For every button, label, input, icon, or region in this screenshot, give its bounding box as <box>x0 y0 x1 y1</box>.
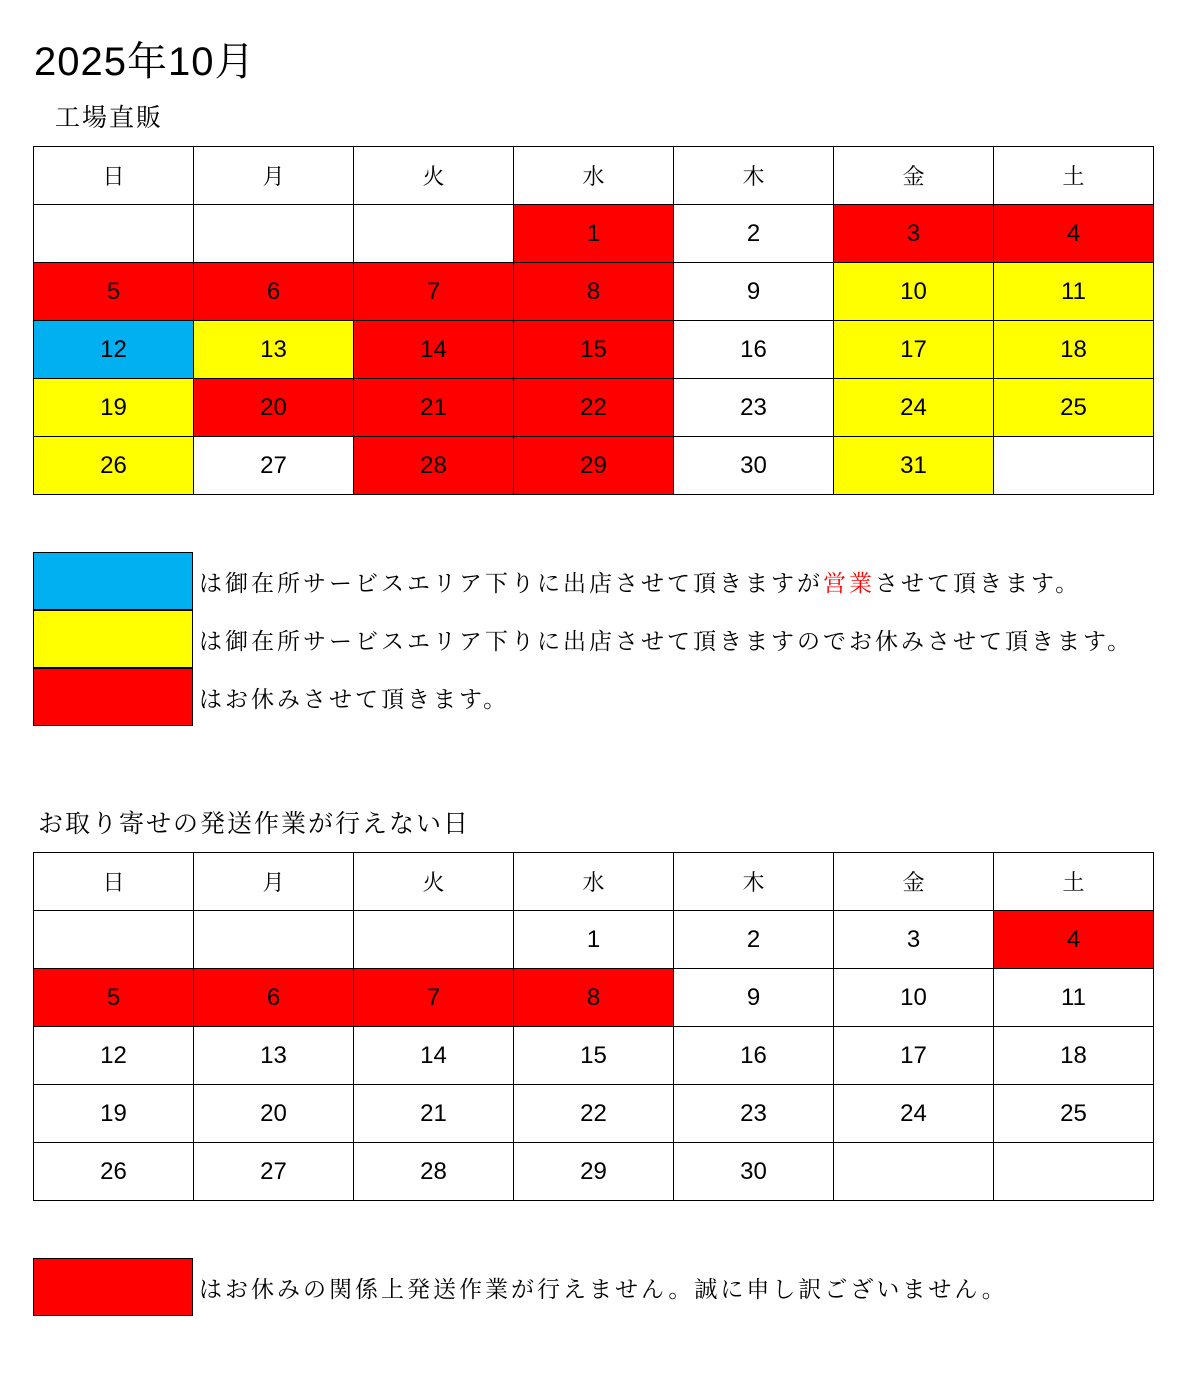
day-cell: 25 <box>994 379 1154 437</box>
day-cell: 8 <box>514 263 674 321</box>
day-cell: 22 <box>514 1085 674 1143</box>
weekday-header-cell: 火 <box>354 853 514 911</box>
shipping-weekday-header <box>34 853 1154 911</box>
weekday-header-cell: 月 <box>194 853 354 911</box>
empty-day-cell <box>354 911 514 969</box>
day-cell: 12 <box>34 1027 194 1085</box>
day-cell: 11 <box>994 263 1154 321</box>
shipping-legend-row-red <box>33 1258 1008 1316</box>
factory-week-row <box>34 437 1154 495</box>
factory-week-row <box>34 205 1154 263</box>
weekday-header-cell: 木 <box>674 147 834 205</box>
day-cell: 25 <box>994 1085 1154 1143</box>
day-cell: 4 <box>994 205 1154 263</box>
day-cell: 16 <box>674 1027 834 1085</box>
day-cell: 18 <box>994 1027 1154 1085</box>
legend-row-yellow <box>33 610 1133 668</box>
day-cell: 30 <box>674 437 834 495</box>
weekday-header-cell: 水 <box>514 147 674 205</box>
day-cell: 7 <box>354 969 514 1027</box>
shipping-week-row <box>34 1143 1154 1201</box>
shipping-week-row <box>34 1027 1154 1085</box>
legend-row-red <box>33 668 1133 726</box>
day-cell: 18 <box>994 321 1154 379</box>
day-cell: 15 <box>514 321 674 379</box>
shipping-legend-swatch-red <box>33 1258 193 1316</box>
day-cell: 3 <box>834 205 994 263</box>
day-cell: 22 <box>514 379 674 437</box>
day-cell: 21 <box>354 379 514 437</box>
day-cell: 17 <box>834 321 994 379</box>
weekday-header-cell: 土 <box>994 147 1154 205</box>
shipping-legend-text-red: はお休みの関係上発送作業が行えません。誠に申し訳ございません。 <box>199 1276 1008 1303</box>
factory-legend <box>33 552 1133 726</box>
day-cell: 31 <box>834 437 994 495</box>
weekday-header-cell: 木 <box>674 853 834 911</box>
shipping-section-label: お取り寄せの発送作業が行えない日 <box>38 809 471 838</box>
shipping-legend <box>33 1258 1008 1316</box>
factory-section-label: 工場直販 <box>55 103 164 132</box>
day-cell: 11 <box>994 969 1154 1027</box>
day-cell: 20 <box>194 379 354 437</box>
day-cell: 13 <box>194 321 354 379</box>
day-cell: 21 <box>354 1085 514 1143</box>
legend-text-blue-after: させて頂きます。 <box>875 570 1082 597</box>
legend-text-yellow: は御在所サービスエリア下りに出店させて頂きますのでお休みさせて頂きます。 <box>199 628 1134 655</box>
day-cell: 16 <box>674 321 834 379</box>
factory-week-row <box>34 321 1154 379</box>
day-cell: 24 <box>834 1085 994 1143</box>
empty-day-cell <box>34 205 194 263</box>
day-cell: 24 <box>834 379 994 437</box>
day-cell: 29 <box>514 437 674 495</box>
legend-swatch-blue <box>33 552 193 610</box>
empty-day-cell <box>834 1143 994 1201</box>
day-cell: 19 <box>34 1085 194 1143</box>
day-cell: 29 <box>514 1143 674 1201</box>
factory-week-row <box>34 263 1154 321</box>
day-cell: 28 <box>354 437 514 495</box>
shipping-week-row <box>34 1085 1154 1143</box>
day-cell: 19 <box>34 379 194 437</box>
day-cell: 9 <box>674 263 834 321</box>
day-cell: 1 <box>514 911 674 969</box>
day-cell: 1 <box>514 205 674 263</box>
day-cell: 23 <box>674 1085 834 1143</box>
empty-day-cell <box>994 437 1154 495</box>
day-cell: 3 <box>834 911 994 969</box>
day-cell: 17 <box>834 1027 994 1085</box>
day-cell: 9 <box>674 969 834 1027</box>
weekday-header-cell: 金 <box>834 853 994 911</box>
day-cell: 20 <box>194 1085 354 1143</box>
day-cell: 6 <box>194 263 354 321</box>
empty-day-cell <box>994 1143 1154 1201</box>
legend-swatch-yellow <box>33 610 193 668</box>
weekday-header-cell: 月 <box>194 147 354 205</box>
day-cell: 15 <box>514 1027 674 1085</box>
day-cell: 23 <box>674 379 834 437</box>
shipping-calendar <box>33 852 1154 1201</box>
day-cell: 27 <box>194 437 354 495</box>
legend-text-red: はお休みさせて頂きます。 <box>199 686 510 713</box>
day-cell: 30 <box>674 1143 834 1201</box>
weekday-header-cell: 日 <box>34 853 194 911</box>
day-cell: 14 <box>354 1027 514 1085</box>
shipping-week-row <box>34 969 1154 1027</box>
factory-calendar <box>33 146 1154 495</box>
weekday-header-cell: 日 <box>34 147 194 205</box>
shipping-calendar-body <box>34 853 1154 1201</box>
day-cell: 5 <box>34 263 194 321</box>
day-cell: 12 <box>34 321 194 379</box>
day-cell: 14 <box>354 321 514 379</box>
day-cell: 26 <box>34 437 194 495</box>
day-cell: 6 <box>194 969 354 1027</box>
legend-text-blue <box>199 565 1081 598</box>
legend-text-blue-highlight: 営業 <box>823 570 875 597</box>
weekday-header-cell: 火 <box>354 147 514 205</box>
day-cell: 13 <box>194 1027 354 1085</box>
day-cell: 26 <box>34 1143 194 1201</box>
day-cell: 2 <box>674 205 834 263</box>
legend-swatch-red <box>33 668 193 726</box>
day-cell: 5 <box>34 969 194 1027</box>
empty-day-cell <box>34 911 194 969</box>
day-cell: 8 <box>514 969 674 1027</box>
page-title: 2025年10月 <box>34 40 256 84</box>
empty-day-cell <box>194 205 354 263</box>
factory-week-row <box>34 379 1154 437</box>
day-cell: 7 <box>354 263 514 321</box>
shipping-week-row <box>34 911 1154 969</box>
empty-day-cell <box>194 911 354 969</box>
weekday-header-cell: 水 <box>514 853 674 911</box>
empty-day-cell <box>354 205 514 263</box>
weekday-header-cell: 土 <box>994 853 1154 911</box>
factory-weekday-header <box>34 147 1154 205</box>
day-cell: 27 <box>194 1143 354 1201</box>
day-cell: 4 <box>994 911 1154 969</box>
weekday-header-cell: 金 <box>834 147 994 205</box>
day-cell: 10 <box>834 263 994 321</box>
legend-text-blue-before: は御在所サービスエリア下りに出店させて頂きますが <box>199 570 823 597</box>
day-cell: 28 <box>354 1143 514 1201</box>
factory-calendar-body <box>34 147 1154 495</box>
day-cell: 10 <box>834 969 994 1027</box>
legend-row-blue <box>33 552 1133 610</box>
day-cell: 2 <box>674 911 834 969</box>
